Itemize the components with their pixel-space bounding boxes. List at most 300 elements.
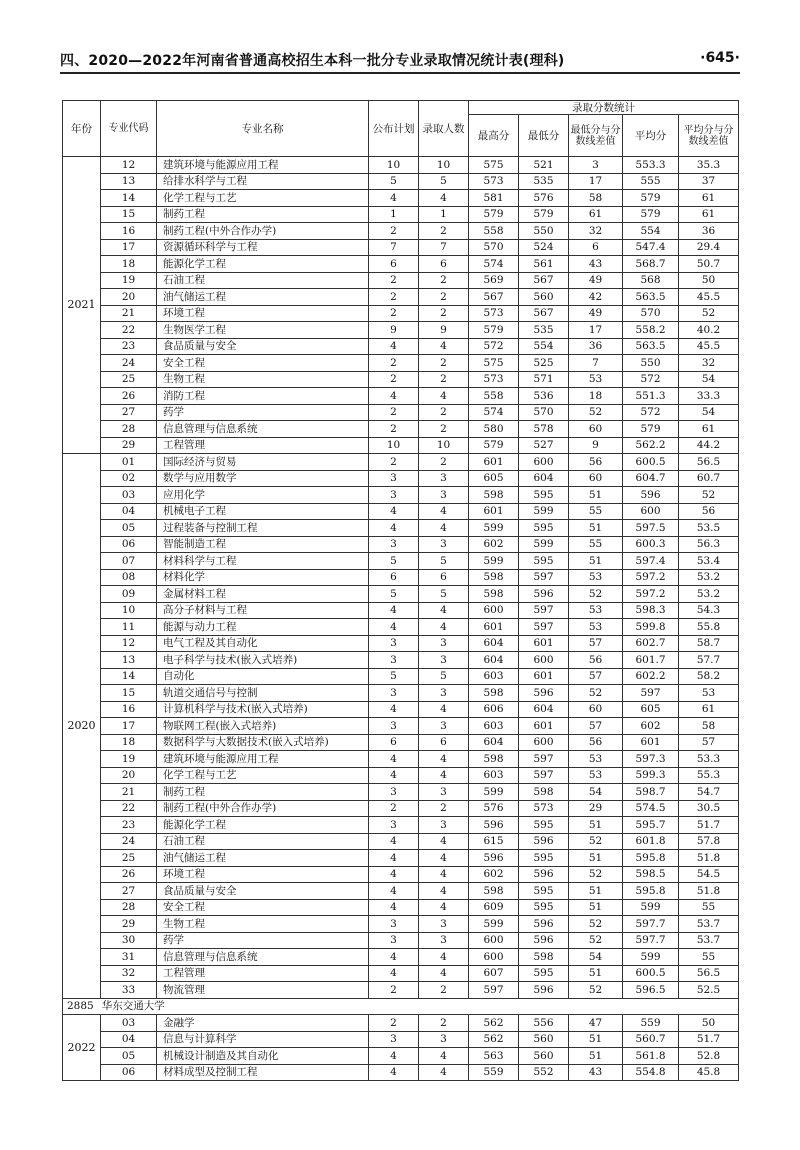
code-cell: 06 [101,1064,157,1081]
min-cell: 536 [519,388,569,405]
name-cell: 环境工程 [157,305,369,322]
max-cell: 596 [469,817,519,834]
code-cell: 15 [101,685,157,702]
code-cell: 16 [101,223,157,240]
avg-cell: 572 [623,371,679,388]
avg-diff-cell: 55.3 [679,767,739,784]
max-cell: 603 [469,668,519,685]
min-diff-cell: 29 [569,800,623,817]
min-diff-cell: 54 [569,949,623,966]
avg-cell: 568.7 [623,256,679,273]
code-cell: 25 [101,850,157,867]
name-cell: 高分子材料与工程 [157,602,369,619]
plan-cell: 5 [369,553,419,570]
min-cell: 521 [519,157,569,174]
min-cell: 598 [519,784,569,801]
min-diff-cell: 53 [569,767,623,784]
name-cell: 石油工程 [157,833,369,850]
table-row [63,635,739,652]
avg-diff-cell: 56.5 [679,965,739,982]
min-diff-cell: 55 [569,503,623,520]
max-cell: 574 [469,404,519,421]
admitted-cell: 4 [419,388,469,405]
admitted-cell: 2 [419,371,469,388]
avg-cell: 568 [623,272,679,289]
admitted-cell: 4 [419,949,469,966]
max-cell: 605 [469,470,519,487]
plan-cell: 4 [369,751,419,768]
admitted-cell: 3 [419,1031,469,1048]
min-diff-cell: 6 [569,239,623,256]
table-row [63,388,739,405]
name-cell: 电子科学与技术(嵌入式培养) [157,652,369,669]
table-row [63,503,739,520]
table-row [63,949,739,966]
avg-cell: 551.3 [623,388,679,405]
table-row [63,602,739,619]
min-diff-cell: 17 [569,173,623,190]
admitted-cell: 4 [419,602,469,619]
avg-cell: 601.7 [623,652,679,669]
avg-diff-cell: 58.2 [679,668,739,685]
code-cell: 14 [101,668,157,685]
plan-cell: 3 [369,916,419,933]
admitted-cell: 9 [419,322,469,339]
admitted-cell: 7 [419,239,469,256]
avg-diff-cell: 61 [679,701,739,718]
max-cell: 579 [469,322,519,339]
avg-cell: 559 [623,1015,679,1032]
min-diff-cell: 53 [569,602,623,619]
min-diff-cell: 51 [569,1031,623,1048]
code-cell: 32 [101,965,157,982]
avg-diff-cell: 51.8 [679,850,739,867]
min-diff-cell: 3 [569,157,623,174]
min-diff-cell: 51 [569,487,623,504]
plan-cell: 4 [369,767,419,784]
min-cell: 596 [519,916,569,933]
min-diff-cell: 60 [569,421,623,438]
avg-diff-cell: 53.7 [679,916,739,933]
plan-cell: 3 [369,932,419,949]
max-cell: 599 [469,916,519,933]
avg-diff-cell: 37 [679,173,739,190]
avg-cell: 599.8 [623,619,679,636]
table-row [63,1064,739,1081]
plan-cell: 5 [369,668,419,685]
max-cell: 573 [469,305,519,322]
min-cell: 525 [519,355,569,372]
code-cell: 21 [101,784,157,801]
col-header-code: 专业代码 [101,101,157,157]
table-row [63,272,739,289]
min-diff-cell: 51 [569,1048,623,1065]
plan-cell: 9 [369,322,419,339]
name-cell: 油气储运工程 [157,850,369,867]
admitted-cell: 4 [419,503,469,520]
avg-cell: 596 [623,487,679,504]
col-header-min: 最低分 [519,115,569,157]
avg-cell: 562.2 [623,437,679,454]
avg-cell: 554.8 [623,1064,679,1081]
min-cell: 596 [519,866,569,883]
col-header-min-diff: 最低分与分数线差值 [569,115,623,157]
min-diff-cell: 51 [569,899,623,916]
code-cell: 20 [101,289,157,306]
avg-cell: 601 [623,734,679,751]
min-diff-cell: 51 [569,817,623,834]
admitted-cell: 3 [419,536,469,553]
max-cell: 598 [469,751,519,768]
min-diff-cell: 61 [569,206,623,223]
max-cell: 569 [469,272,519,289]
max-cell: 598 [469,487,519,504]
admitted-cell: 2 [419,1015,469,1032]
min-cell: 599 [519,536,569,553]
avg-diff-cell: 40.2 [679,322,739,339]
min-diff-cell: 51 [569,553,623,570]
admitted-cell: 2 [419,272,469,289]
avg-diff-cell: 45.5 [679,338,739,355]
table-row [63,569,739,586]
admitted-cell: 3 [419,784,469,801]
name-cell: 资源循环科学与工程 [157,239,369,256]
admitted-cell: 3 [419,635,469,652]
min-diff-cell: 52 [569,932,623,949]
name-cell: 工程管理 [157,965,369,982]
code-cell: 01 [101,454,157,471]
max-cell: 601 [469,503,519,520]
max-cell: 558 [469,223,519,240]
table-row [63,866,739,883]
avg-diff-cell: 57.8 [679,833,739,850]
code-cell: 16 [101,701,157,718]
code-cell: 15 [101,206,157,223]
min-diff-cell: 9 [569,437,623,454]
code-cell: 19 [101,751,157,768]
code-cell: 08 [101,569,157,586]
min-diff-cell: 7 [569,355,623,372]
avg-cell: 597.4 [623,553,679,570]
min-diff-cell: 49 [569,272,623,289]
table-row [63,932,739,949]
min-diff-cell: 49 [569,305,623,322]
code-cell: 17 [101,239,157,256]
plan-cell: 3 [369,784,419,801]
min-diff-cell: 55 [569,536,623,553]
admitted-cell: 5 [419,586,469,603]
avg-diff-cell: 57.7 [679,652,739,669]
plan-cell: 4 [369,1048,419,1065]
plan-cell: 3 [369,685,419,702]
year-cell: 2022 [63,1015,101,1081]
name-cell: 生物工程 [157,371,369,388]
avg-cell: 598.5 [623,866,679,883]
table-row [63,487,739,504]
code-cell: 13 [101,652,157,669]
avg-diff-cell: 33.3 [679,388,739,405]
max-cell: 600 [469,949,519,966]
table-row [63,355,739,372]
min-cell: 597 [519,767,569,784]
min-cell: 600 [519,454,569,471]
min-diff-cell: 36 [569,338,623,355]
avg-cell: 550 [623,355,679,372]
min-cell: 596 [519,586,569,603]
avg-diff-cell: 54.3 [679,602,739,619]
min-diff-cell: 57 [569,635,623,652]
admitted-cell: 3 [419,685,469,702]
avg-cell: 600.5 [623,454,679,471]
code-cell: 20 [101,767,157,784]
max-cell: 575 [469,355,519,372]
avg-diff-cell: 54 [679,371,739,388]
max-cell: 615 [469,833,519,850]
min-diff-cell: 58 [569,190,623,207]
code-cell: 12 [101,635,157,652]
max-cell: 572 [469,338,519,355]
table-row [63,668,739,685]
name-cell: 计算机科学与技术(嵌入式培养) [157,701,369,718]
code-cell: 06 [101,536,157,553]
name-cell: 应用化学 [157,487,369,504]
code-cell: 18 [101,734,157,751]
min-cell: 597 [519,569,569,586]
admitted-cell: 3 [419,487,469,504]
name-cell: 生物工程 [157,916,369,933]
min-cell: 600 [519,652,569,669]
code-cell: 24 [101,833,157,850]
table-row [63,850,739,867]
avg-cell: 563.5 [623,289,679,306]
plan-cell: 3 [369,817,419,834]
code-cell: 11 [101,619,157,636]
admitted-cell: 3 [419,932,469,949]
max-cell: 598 [469,569,519,586]
table-row [63,784,739,801]
school-row [63,998,739,1015]
admitted-cell: 4 [419,767,469,784]
avg-diff-cell: 55 [679,949,739,966]
min-diff-cell: 52 [569,404,623,421]
min-diff-cell: 57 [569,718,623,735]
col-header-name: 专业名称 [157,101,369,157]
avg-diff-cell: 55 [679,899,739,916]
code-cell: 19 [101,272,157,289]
name-cell: 制药工程 [157,206,369,223]
name-cell: 工程管理 [157,437,369,454]
avg-diff-cell: 50 [679,272,739,289]
max-cell: 604 [469,635,519,652]
admitted-cell: 4 [419,701,469,718]
table-row [63,701,739,718]
code-cell: 26 [101,388,157,405]
admitted-cell: 4 [419,520,469,537]
admitted-cell: 4 [419,190,469,207]
year-cell: 2020 [63,454,101,999]
code-cell: 28 [101,421,157,438]
min-diff-cell: 52 [569,833,623,850]
min-diff-cell: 57 [569,668,623,685]
code-cell: 14 [101,190,157,207]
name-cell: 安全工程 [157,355,369,372]
admitted-cell: 4 [419,1048,469,1065]
plan-cell: 4 [369,503,419,520]
min-cell: 597 [519,751,569,768]
table-row [63,833,739,850]
plan-cell: 2 [369,404,419,421]
max-cell: 562 [469,1031,519,1048]
name-cell: 物流管理 [157,982,369,999]
code-cell: 17 [101,718,157,735]
table-row [63,718,739,735]
avg-diff-cell: 60.7 [679,470,739,487]
max-cell: 573 [469,173,519,190]
avg-diff-cell: 53 [679,685,739,702]
min-cell: 524 [519,239,569,256]
avg-cell: 596.5 [623,982,679,999]
plan-cell: 6 [369,734,419,751]
avg-cell: 598.3 [623,602,679,619]
avg-diff-cell: 54.7 [679,784,739,801]
col-header-score-group: 录取分数统计 [469,101,739,115]
avg-diff-cell: 61 [679,190,739,207]
max-cell: 575 [469,157,519,174]
admitted-cell: 4 [419,1064,469,1081]
plan-cell: 4 [369,338,419,355]
max-cell: 602 [469,536,519,553]
max-cell: 600 [469,932,519,949]
max-cell: 598 [469,685,519,702]
avg-diff-cell: 44.2 [679,437,739,454]
plan-cell: 4 [369,701,419,718]
plan-cell: 3 [369,487,419,504]
min-cell: 570 [519,404,569,421]
min-diff-cell: 54 [569,784,623,801]
min-cell: 596 [519,685,569,702]
table-row [63,982,739,999]
max-cell: 563 [469,1048,519,1065]
name-cell: 轨道交通信号与控制 [157,685,369,702]
avg-cell: 555 [623,173,679,190]
table-body [63,157,739,1081]
max-cell: 604 [469,652,519,669]
col-header-avg: 平均分 [623,115,679,157]
min-diff-cell: 51 [569,883,623,900]
admitted-cell: 2 [419,454,469,471]
min-cell: 556 [519,1015,569,1032]
plan-cell: 4 [369,1064,419,1081]
table-row [63,553,739,570]
avg-diff-cell: 52.5 [679,982,739,999]
min-diff-cell: 43 [569,1064,623,1081]
col-header-max: 最高分 [469,115,519,157]
plan-cell: 2 [369,421,419,438]
name-cell: 信息管理与信息系统 [157,949,369,966]
admitted-cell: 2 [419,223,469,240]
avg-cell: 602.7 [623,635,679,652]
plan-cell: 2 [369,982,419,999]
code-cell: 29 [101,916,157,933]
name-cell: 能源化学工程 [157,817,369,834]
name-cell: 数据科学与大数据技术(嵌入式培养) [157,734,369,751]
page-number: ·645· [700,50,740,66]
name-cell: 化学工程与工艺 [157,190,369,207]
admitted-cell: 2 [419,421,469,438]
admitted-cell: 4 [419,338,469,355]
min-cell: 601 [519,635,569,652]
avg-diff-cell: 58.7 [679,635,739,652]
avg-diff-cell: 51.8 [679,883,739,900]
name-cell: 制药工程(中外合作办学) [157,800,369,817]
max-cell: 607 [469,965,519,982]
table-row [63,1048,739,1065]
min-cell: 595 [519,817,569,834]
admitted-cell: 2 [419,800,469,817]
avg-cell: 597.7 [623,916,679,933]
min-cell: 597 [519,602,569,619]
max-cell: 598 [469,586,519,603]
min-cell: 573 [519,800,569,817]
name-cell: 电气工程及其自动化 [157,635,369,652]
code-cell: 03 [101,1015,157,1032]
name-cell: 国际经济与贸易 [157,454,369,471]
admitted-cell: 6 [419,256,469,273]
avg-cell: 579 [623,190,679,207]
min-diff-cell: 53 [569,619,623,636]
plan-cell: 3 [369,652,419,669]
plan-cell: 5 [369,586,419,603]
avg-cell: 602.2 [623,668,679,685]
admitted-cell: 5 [419,668,469,685]
avg-diff-cell: 52 [679,305,739,322]
admission-table [62,100,739,1081]
col-header-year: 年份 [63,101,101,157]
school-code: 2885 [67,1000,94,1013]
table-row [63,1015,739,1032]
max-cell: 599 [469,553,519,570]
name-cell: 能源与动力工程 [157,619,369,636]
avg-cell: 597 [623,685,679,702]
min-diff-cell: 18 [569,388,623,405]
min-diff-cell: 17 [569,322,623,339]
code-cell: 23 [101,817,157,834]
max-cell: 573 [469,371,519,388]
admitted-cell: 2 [419,289,469,306]
plan-cell: 4 [369,833,419,850]
avg-diff-cell: 53.3 [679,751,739,768]
min-cell: 578 [519,421,569,438]
min-diff-cell: 56 [569,454,623,471]
admitted-cell: 3 [419,718,469,735]
min-diff-cell: 60 [569,470,623,487]
avg-cell: 597.5 [623,520,679,537]
avg-diff-cell: 53.2 [679,569,739,586]
max-cell: 601 [469,619,519,636]
avg-diff-cell: 29.4 [679,239,739,256]
avg-cell: 579 [623,421,679,438]
min-diff-cell: 32 [569,223,623,240]
code-cell: 30 [101,932,157,949]
max-cell: 570 [469,239,519,256]
min-diff-cell: 53 [569,569,623,586]
table-row [63,883,739,900]
plan-cell: 4 [369,850,419,867]
avg-diff-cell: 55.8 [679,619,739,636]
admitted-cell: 2 [419,305,469,322]
name-cell: 过程装备与控制工程 [157,520,369,537]
name-cell: 建筑环境与能源应用工程 [157,751,369,768]
